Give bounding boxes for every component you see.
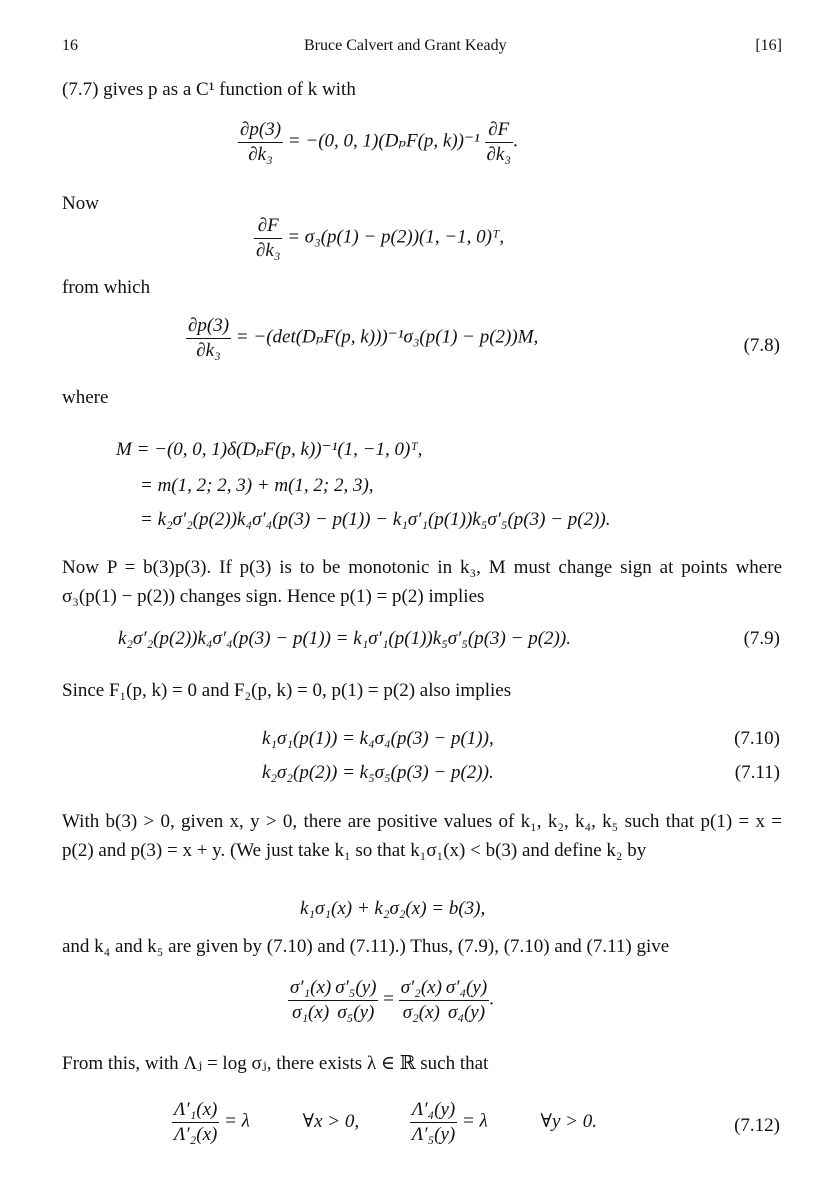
equation-number-7-9: (7.9) (743, 628, 780, 649)
denominator: ∂k₃ (196, 339, 221, 361)
fraction (410, 1098, 457, 1147)
equation-M-line-2: = m(1, 2; 2, 3) + m(1, 2; 2, 3), (140, 475, 374, 496)
fraction (186, 314, 231, 363)
denominator: σ₂(x) (402, 1001, 440, 1023)
numerator: σ′₄(y) (444, 976, 489, 1001)
paragraph-intro: (7.7) gives p as a C¹ function of k with (62, 79, 356, 100)
paragraph-since: Since F₁(p, k) = 0 and F₂(p, k) = 0, p(1) = p(2) also implies (62, 680, 512, 701)
denominator: σ₅(y) (337, 1001, 375, 1023)
equation-7-8 (186, 314, 538, 363)
label-now: Now (62, 193, 99, 214)
numerator: Λ′₁(x) (172, 1098, 219, 1123)
paragraph-monotonic: Now P = b(3)p(3). If p(3) is to be monotonic in k₃, M must change sign at points where σ₃(p(1) − p(2)) changes sign. Hence p(1) = p(2) implies (62, 557, 782, 607)
equation-end: . (512, 130, 518, 152)
numerator: Λ′₄(y) (410, 1098, 457, 1123)
label-from-which: from which (62, 277, 151, 298)
paragraph-from-this: From this, with Λⱼ = log σⱼ, there exists λ ∈ ℝ such that (62, 1053, 489, 1074)
equation-end: . (489, 988, 494, 1010)
quantifier: ∀x > 0, (302, 1110, 360, 1132)
denominator: Λ′₅(y) (411, 1123, 456, 1145)
equation-number-7-11: (7.11) (734, 762, 780, 783)
fraction (333, 976, 378, 1025)
quantifier: ∀y > 0. (540, 1110, 597, 1132)
equation-middle: = λ (461, 1110, 488, 1132)
equation-middle: = λ (224, 1110, 250, 1132)
paragraph-thus: and k₄ and k₅ are given by (7.10) and (7.11).) Thus, (7.9), (7.10) and (7.11) give (62, 936, 670, 957)
equation-dF-dk3 (254, 214, 504, 263)
denominator: Λ′₂(x) (174, 1123, 218, 1145)
fraction (238, 118, 283, 167)
numerator: ∂F (485, 118, 513, 143)
fraction (399, 976, 444, 1025)
denominator: ∂k₃ (486, 143, 511, 165)
equation-rhs: = σ₃(p(1) − p(2))(1, −1, 0)ᵀ, (287, 226, 505, 248)
numerator: σ′₅(y) (333, 976, 378, 1001)
denominator: σ₄(y) (448, 1001, 486, 1023)
equation-number-7-12: (7.12) (734, 1115, 780, 1136)
numerator: ∂p(3) (238, 118, 283, 143)
fraction (254, 214, 282, 263)
equation-number-7-10: (7.10) (734, 728, 780, 749)
denominator: ∂k₃ (248, 143, 273, 165)
equals-sign: = (383, 988, 394, 1010)
numerator: σ′₂(x) (399, 976, 444, 1001)
page-number: 16 (62, 37, 78, 54)
fraction (485, 118, 513, 167)
equation-ratio (288, 976, 494, 1025)
numerator: σ′₁(x) (288, 976, 333, 1001)
equation-rhs: = −(det(DₚF(p, k)))⁻¹σ₃(p(1) − p(2))M, (235, 326, 539, 348)
equation-middle: = −(0, 0, 1)(DₚF(p, k))⁻¹ (287, 130, 480, 152)
fraction (172, 1098, 219, 1147)
article-number: [16] (755, 37, 782, 54)
denominator: σ₁(x) (292, 1001, 330, 1023)
equation-7-9: k₂σ′₂(p(2))k₄σ′₄(p(3) − p(1)) = k₁σ′₁(p(1))k₅σ′₅(p(3) − p(2)). (118, 628, 571, 649)
equation-7-12 (172, 1098, 597, 1147)
denominator: ∂k₃ (256, 239, 281, 261)
equation-M-line-1: M = −(0, 0, 1)δ(DₚF(p, k))⁻¹(1, −1, 0)ᵀ, (116, 439, 423, 460)
running-title: Bruce Calvert and Grant Keady (304, 37, 507, 54)
paragraph-with-b3: With b(3) > 0, given x, y > 0, there are positive values of k₁, k₂, k₄, k₅ such that p(1) = x = p(2) and p(3) = x + y. (We just take k₁ so that k₁σ₁(x) < b(3) and define k₂ by (62, 811, 782, 861)
numerator: ∂F (254, 214, 282, 239)
label-where: where (62, 387, 109, 408)
equation-M-line-3: = k₂σ′₂(p(2))k₄σ′₄(p(3) − p(1)) − k₁σ′₁(p(1))k₅σ′₅(p(3) − p(2)). (140, 509, 611, 530)
equation-k-definition: k₁σ₁(x) + k₂σ₂(x) = b(3), (300, 898, 486, 919)
equation-dp-dk3 (238, 118, 518, 167)
equation-7-10: k₁σ₁(p(1)) = k₄σ₄(p(3) − p(1)), (262, 728, 494, 749)
fraction (288, 976, 333, 1025)
fraction (444, 976, 489, 1025)
numerator: ∂p(3) (186, 314, 231, 339)
equation-number-7-8: (7.8) (743, 335, 780, 356)
equation-7-11: k₂σ₂(p(2)) = k₅σ₅(p(3) − p(2)). (262, 762, 494, 783)
